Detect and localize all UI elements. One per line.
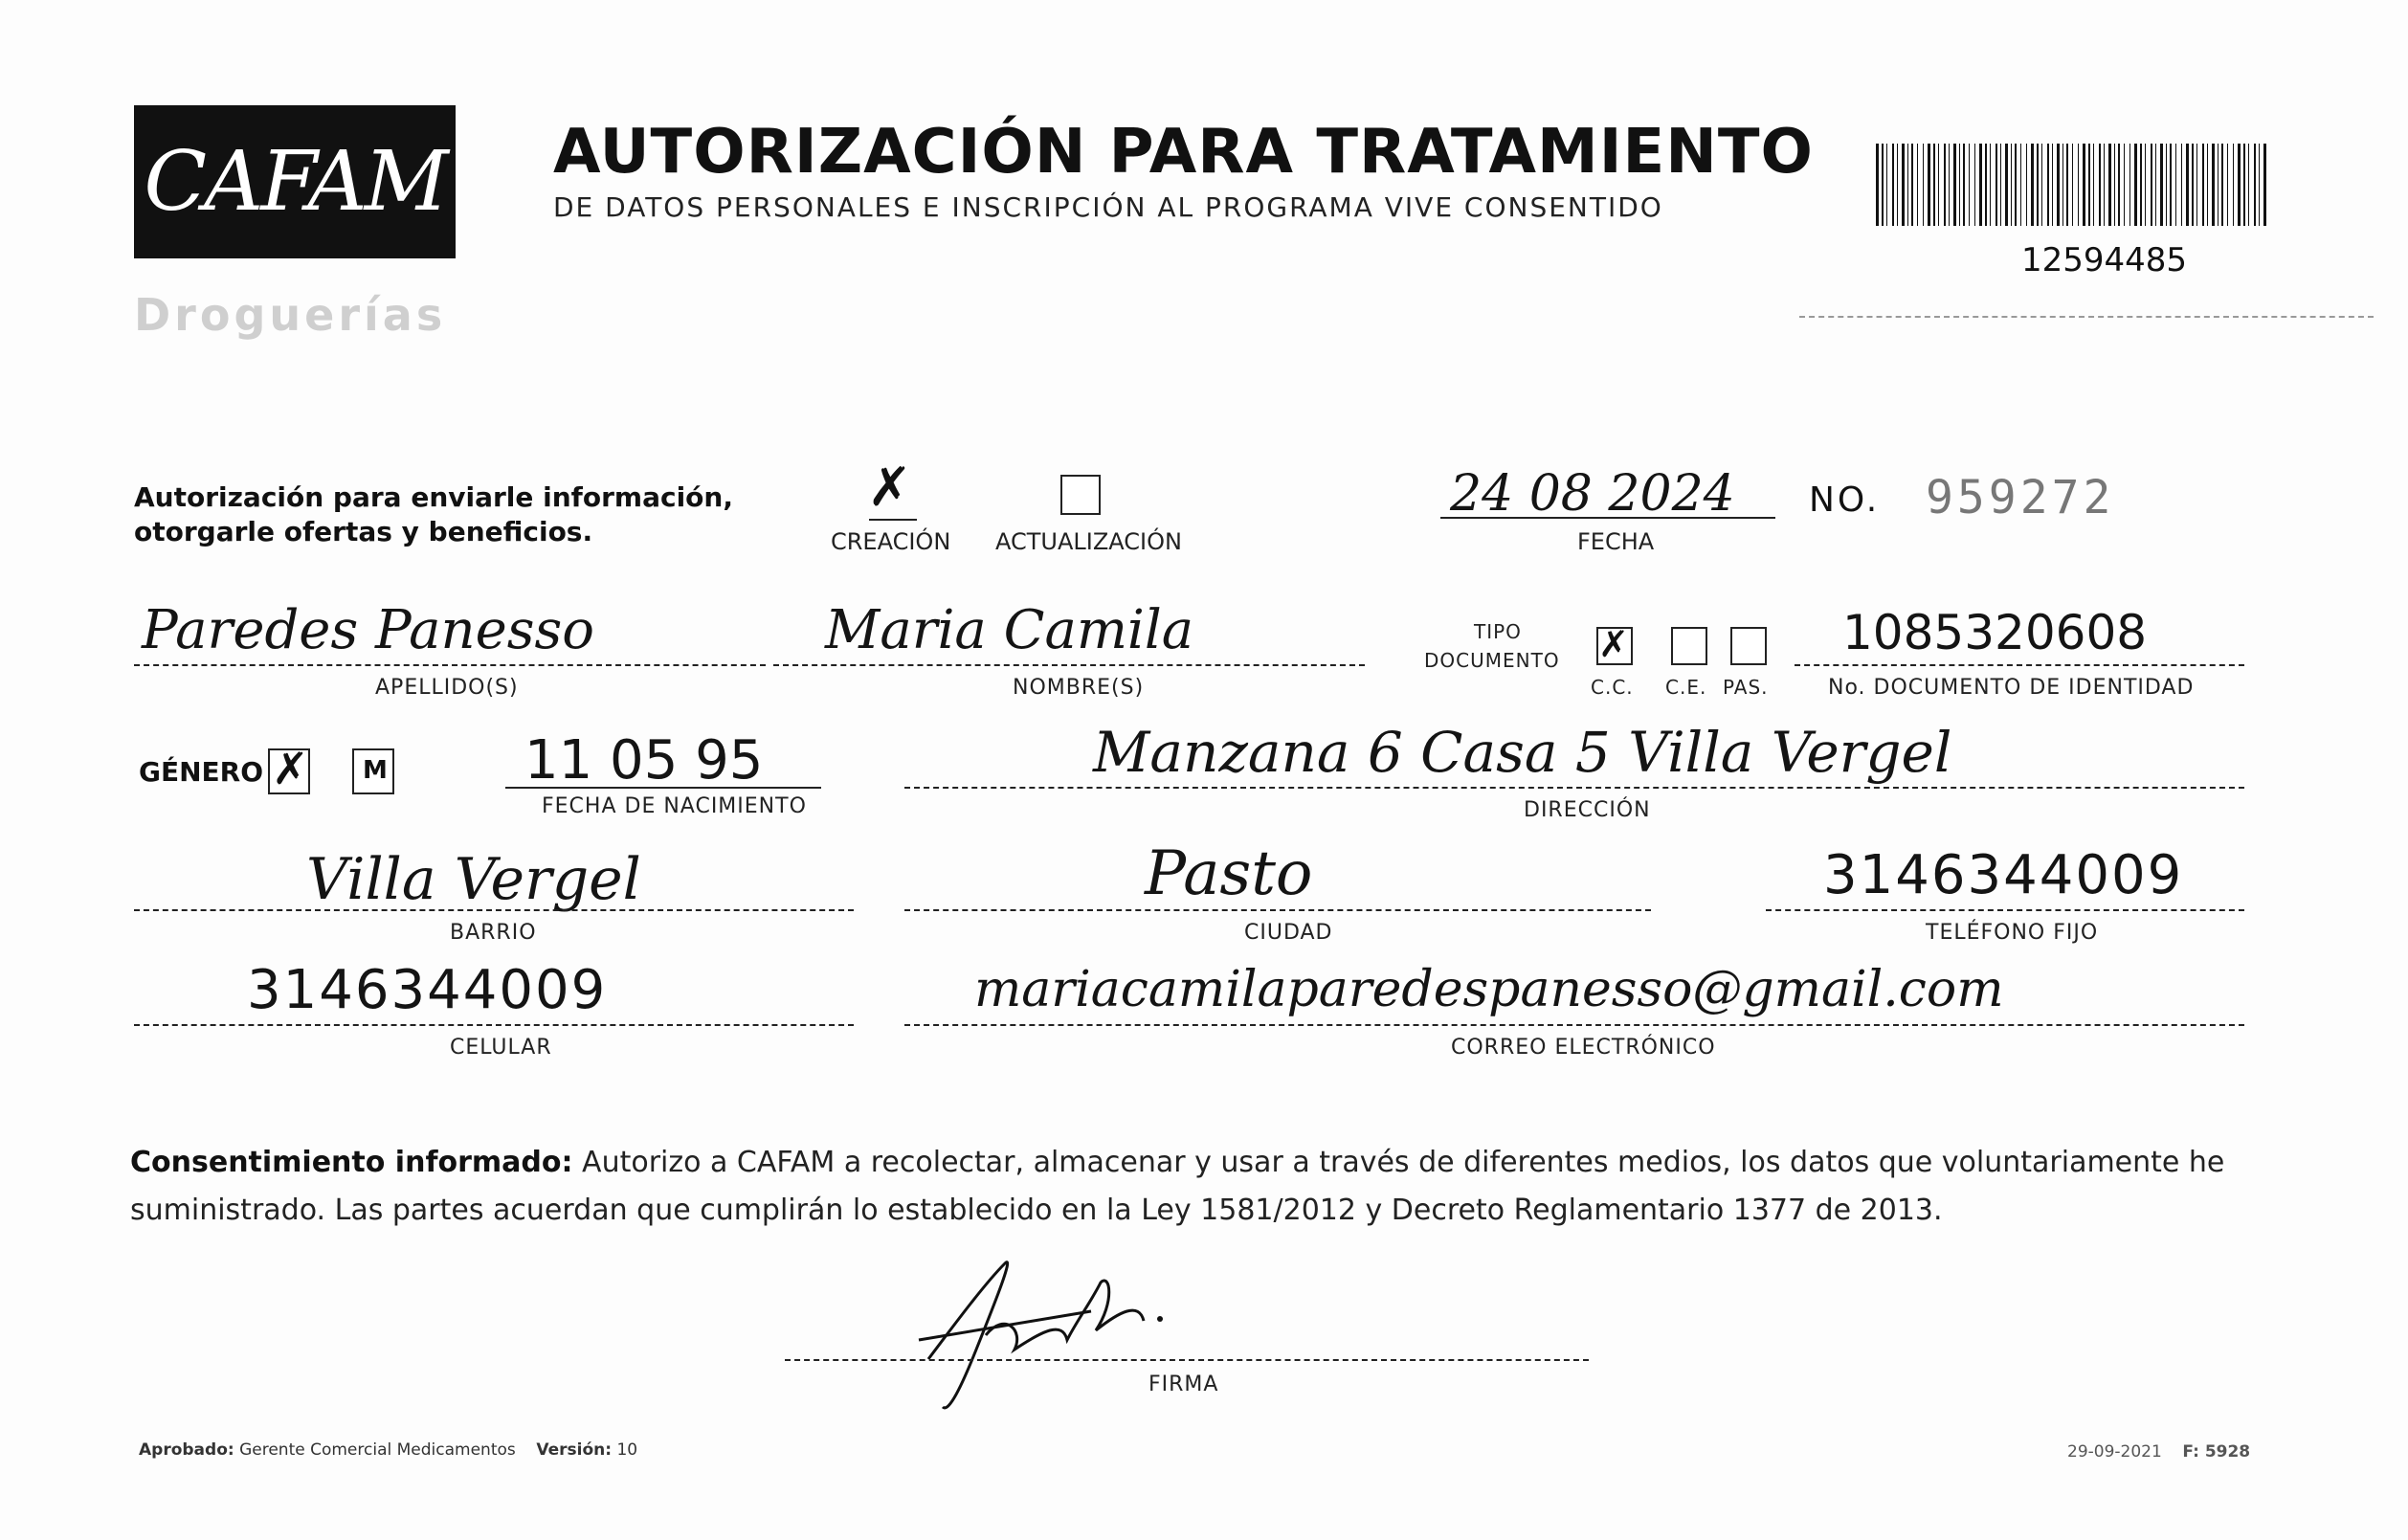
fecha-label: FECHA — [1577, 528, 1655, 555]
footer-date: 29-09-2021 — [2067, 1442, 2162, 1462]
pas-label: PAS. — [1723, 676, 1769, 699]
doc-number-label: No. DOCUMENTO DE IDENTIDAD — [1828, 676, 2195, 700]
telefono-line — [1766, 909, 2244, 911]
direccion-label: DIRECCIÓN — [1524, 798, 1651, 822]
ce-checkbox[interactable] — [1671, 627, 1707, 665]
doc-number-value[interactable]: 1085320608 — [1842, 605, 2148, 660]
barcode-icon — [1876, 144, 2268, 226]
consent-text: Autorizo a CAFAM a recolectar, almacenar y usar a través de diferentes medios, los datos que voluntariamente he suministrado. Las partes acuerdan que cumplirán lo establecido en la Ley 1581/2012 y Decreto Reglamentario 1377 de 2013. — [130, 1146, 2225, 1227]
fecha-nacimiento-label: FECHA DE NACIMIENTO — [542, 794, 807, 818]
pas-checkbox[interactable] — [1730, 627, 1767, 665]
apellidos-value[interactable]: Paredes Panesso — [142, 599, 594, 661]
ciudad-value[interactable]: Pasto — [1145, 838, 1313, 909]
version-label: Versión: — [536, 1440, 613, 1460]
no-label: NO. — [1809, 480, 1881, 520]
cc-check-mark: ✗ — [1598, 623, 1629, 665]
telefono-value[interactable]: 3146344009 — [1823, 844, 2184, 906]
document-subtitle: DE DATOS PERSONALES E INSCRIPCIÓN AL PROGRAMA VIVE CONSENTIDO — [553, 191, 1663, 223]
fecha-value[interactable]: 24 08 2024 — [1450, 465, 1735, 523]
creacion-label: CREACIÓN — [831, 528, 951, 555]
correo-value[interactable]: mariacamilaparedespanesso@gmail.com — [974, 961, 2004, 1018]
version-value: 10 — [616, 1440, 638, 1460]
header-divider — [1799, 316, 2374, 318]
documento-label: DOCUMENTO — [1424, 649, 1560, 672]
apellidos-line — [134, 664, 766, 666]
nombres-label: NOMBRE(S) — [1013, 676, 1145, 700]
genero-m-label: M — [363, 756, 388, 785]
approved-label: Aprobado: — [139, 1440, 234, 1460]
barrio-value[interactable]: Villa Vergel — [306, 846, 641, 913]
barcode-number: 12594485 — [2021, 241, 2188, 279]
authorization-text — [134, 480, 733, 549]
nombres-line — [773, 664, 1365, 666]
telefono-label: TELÉFONO FIJO — [1926, 921, 2099, 945]
doc-number-line — [1795, 664, 2244, 666]
footer-approval — [139, 1440, 637, 1460]
approved-value: Gerente Comercial Medicamentos — [239, 1440, 516, 1460]
direccion-value[interactable]: Manzana 6 Casa 5 Villa Vergel — [1093, 720, 1952, 785]
serial-number: 959272 — [1926, 471, 2115, 524]
document-title: AUTORIZACIÓN PARA TRATAMIENTO — [553, 117, 1814, 188]
logo-subtext: Droguerías — [134, 289, 447, 341]
actualizacion-label: ACTUALIZACIÓN — [995, 528, 1182, 555]
barrio-label: BARRIO — [450, 921, 537, 945]
fecha-nacimiento-value[interactable]: 11 05 95 — [524, 729, 764, 792]
genero-f-check-mark: ✗ — [272, 743, 309, 794]
cc-label: C.C. — [1591, 676, 1634, 699]
direccion-line — [904, 787, 2244, 789]
tipo-label: TIPO — [1474, 620, 1522, 643]
authorization-text-line2: otorgarle ofertas y beneficios. — [134, 516, 593, 547]
consent-heading: Consentimiento informado: — [130, 1146, 573, 1179]
genero-label: GÉNERO — [139, 756, 264, 788]
correo-label: CORREO ELECTRÓNICO — [1451, 1036, 1716, 1060]
celular-line — [134, 1024, 854, 1026]
fecha-underline — [1440, 517, 1775, 519]
creacion-check-mark: ✗ — [867, 457, 912, 519]
footer-form-code: F: 5928 — [2182, 1442, 2251, 1462]
consent-paragraph — [130, 1139, 2264, 1235]
ce-label: C.E. — [1665, 676, 1707, 699]
footer-date-code — [2067, 1442, 2250, 1462]
celular-value[interactable]: 3146344009 — [247, 959, 608, 1021]
ciudad-line — [904, 909, 1651, 911]
actualizacion-checkbox[interactable] — [1060, 475, 1101, 515]
barrio-line — [134, 909, 854, 911]
authorization-text-line1: Autorización para enviarle información, — [134, 481, 733, 513]
celular-label: CELULAR — [450, 1036, 552, 1060]
correo-line — [904, 1024, 2244, 1026]
signature-line — [785, 1359, 1589, 1361]
cafam-logo: CAFAM — [144, 134, 446, 230]
ciudad-label: CIUDAD — [1244, 921, 1333, 945]
signature-label: FIRMA — [1148, 1373, 1219, 1396]
fecha-nacimiento-line — [505, 787, 821, 789]
apellidos-label: APELLIDO(S) — [375, 676, 519, 700]
nombres-value[interactable]: Maria Camila — [825, 599, 1194, 661]
